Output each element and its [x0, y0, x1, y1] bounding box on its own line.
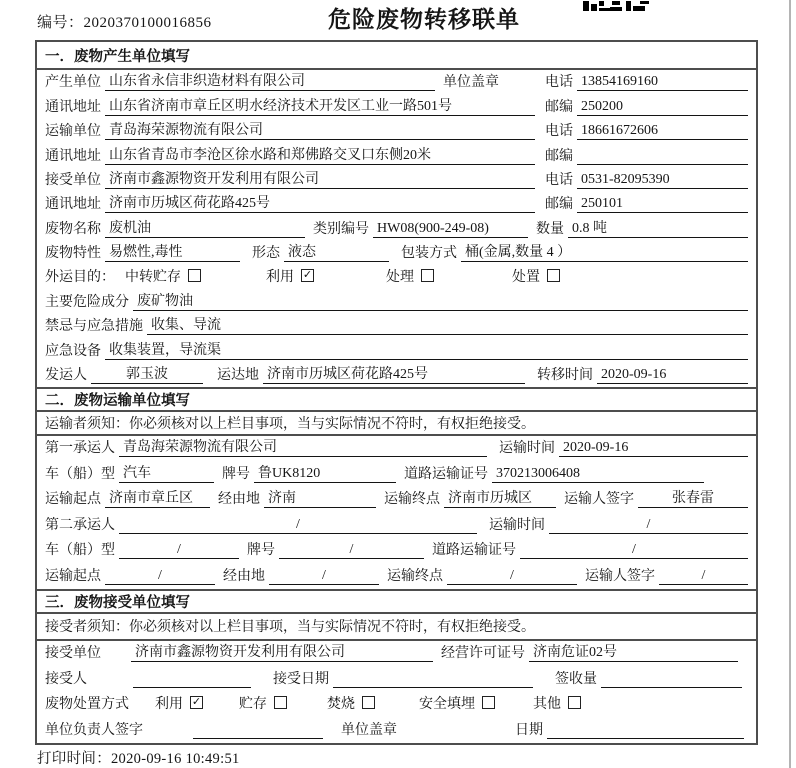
transfer-time-label: 转移时间	[537, 367, 593, 383]
document-number-label: 编号：	[37, 15, 84, 31]
checkbox-use: ✓	[302, 269, 313, 282]
manager-sign-label: 单位负责人签字	[45, 722, 143, 738]
license-value: 济南危证02号	[529, 641, 738, 662]
origin-label: 运输起点	[45, 492, 101, 508]
address-label: 通讯地址	[45, 148, 101, 164]
vehicle-type-label: 车（船）型	[45, 466, 115, 482]
producer-unit-row	[37, 70, 756, 94]
transfer-form	[35, 40, 758, 745]
carrier1-value: 青岛海荣源物流有限公司	[119, 436, 487, 457]
destination-label: 运达地	[217, 367, 259, 383]
carrier2-row	[37, 512, 756, 538]
receive-unit-label: 接受单位	[45, 646, 101, 662]
transporter-notice-text: 运输者须知：你必须核对以上栏目事项，当与实际情况不符时，有权拒绝接受。	[45, 416, 535, 432]
trans-sign2-value: /	[659, 568, 748, 585]
carrier1-time-value: 2020-09-16	[559, 440, 748, 457]
characteristic-label: 废物特性	[45, 246, 101, 261]
via-label: 经由地	[223, 568, 265, 584]
receiver-unit-row	[37, 168, 756, 192]
checkbox-disposal-landfill	[482, 696, 495, 709]
manager-sign-row	[37, 717, 756, 743]
transport-purpose-row	[37, 265, 756, 289]
unit-seal-label: 单位盖章	[341, 722, 397, 738]
producer-unit-label: 产生单位	[45, 75, 101, 91]
sender-row	[37, 363, 756, 387]
carrier1-label: 第一承运人	[45, 441, 115, 457]
road-cert1-value: 370213006408	[492, 466, 704, 483]
qr-code-fragment	[583, 0, 651, 16]
disposal-option-store	[239, 693, 287, 713]
checkbox-disposal-store	[274, 696, 287, 709]
receiver-address-value: 济南市历城区荷花路425号	[105, 192, 535, 213]
transport-time-label: 运输时间	[489, 517, 545, 533]
trans-sign-label: 运输人签字	[585, 568, 655, 584]
emergency-equipment-row	[37, 338, 756, 362]
address-label: 通讯地址	[45, 99, 101, 115]
receive-date-label: 接受日期	[273, 671, 329, 687]
carrier2-label: 第二承运人	[45, 517, 115, 533]
receipt-qty-value	[601, 687, 742, 688]
road-cert2-value: /	[520, 542, 748, 559]
zip-label: 邮编	[545, 197, 573, 213]
equipment-value: 收集装置，导流渠	[105, 339, 748, 360]
zip-label: 邮编	[545, 148, 573, 164]
vehicle2-row	[37, 538, 756, 564]
trans-sign-label: 运输人签字	[564, 492, 634, 508]
transporter-zip-value	[577, 164, 748, 165]
transporter-unit-label: 运输单位	[45, 124, 101, 140]
address-label: 通讯地址	[45, 197, 101, 213]
checkbox-disposal-incinerate	[362, 696, 375, 709]
plate-label: 牌号	[247, 543, 275, 559]
checkbox-disposal-use: ✓	[191, 696, 202, 709]
transporter-unit-value: 青岛海荣源物流有限公司	[105, 119, 535, 140]
phone-label: 电话	[545, 75, 573, 91]
option-label: 其他	[533, 696, 561, 712]
vehicle1-row	[37, 461, 756, 487]
unit-seal-label: 单位盖章	[443, 75, 499, 91]
manager-sign-value	[193, 738, 323, 739]
disposal-label: 废物处置方式	[45, 696, 129, 712]
producer-zip-value: 250200	[577, 99, 748, 116]
receive-person-label: 接受人	[45, 671, 87, 687]
phone-label: 电话	[545, 124, 573, 140]
purpose-option-transfer-storage	[125, 266, 201, 286]
packing-value: 桶(金属,数量 4 ）	[461, 241, 748, 262]
road-cert-label: 道路运输证号	[404, 466, 488, 482]
purpose-option-use	[266, 266, 314, 286]
document-number	[37, 11, 212, 32]
trans-sign1-value: 张春雷	[638, 487, 748, 508]
transporter-unit-row	[37, 119, 756, 143]
carrier2-time-value: /	[549, 517, 748, 534]
hazard-label: 主要危险成分	[45, 294, 129, 310]
terminus2-value: /	[447, 568, 577, 585]
receive-date-value	[333, 687, 533, 688]
print-time	[37, 747, 240, 768]
receive-unit-row	[37, 641, 756, 667]
date-value	[547, 738, 744, 739]
receipt-qty-label: 签收量	[555, 671, 597, 687]
characteristic-value: 易燃性,毒性	[105, 241, 240, 262]
purpose-label: 外运目的：	[45, 269, 115, 285]
option-label: 焚烧	[327, 696, 355, 712]
quantity-value: 0.8 吨	[568, 217, 748, 238]
disposal-option-other	[533, 693, 581, 713]
terminus1-value: 济南市历城区	[444, 487, 556, 508]
via-label: 经由地	[218, 492, 260, 508]
emergency-measures-row	[37, 314, 756, 338]
disposal-method-row	[37, 692, 756, 718]
print-time-value: 2020-09-16 10:49:51	[111, 751, 240, 767]
phone-label: 电话	[545, 172, 573, 188]
section3-header: 三．废物接受单位填写	[37, 589, 756, 614]
sender-value: 郭玉波	[91, 363, 203, 384]
checkbox-dispose	[547, 269, 560, 282]
print-time-label: 打印时间：	[37, 751, 111, 767]
receive-person-value	[133, 687, 251, 688]
quantity-label: 数量	[536, 221, 564, 237]
receiver-phone-value: 0531-82095390	[577, 172, 748, 189]
carrier1-row	[37, 436, 756, 462]
receiver-notice	[37, 614, 756, 641]
checkbox-treat	[421, 269, 434, 282]
producer-address-row	[37, 94, 756, 118]
plate1-value: 鲁UK8120	[254, 462, 396, 483]
receive-person-row	[37, 666, 756, 692]
terminus-label: 运输终点	[384, 492, 440, 508]
document-number-value: 2020370100016856	[83, 15, 212, 31]
transporter-notice	[37, 412, 756, 436]
vehicle-type-label: 车（船）型	[45, 543, 115, 559]
section1-header: 一．废物产生单位填写	[37, 42, 756, 70]
hazard-component-row	[37, 289, 756, 313]
sender-label: 发运人	[45, 367, 87, 383]
page-title: 危险废物转移联单	[328, 7, 520, 32]
transfer-time-value: 2020-09-16	[597, 367, 748, 384]
receiver-notice-text: 接受者须知：你必须核对以上栏目事项，当与实际情况不符时，有权拒绝接受。	[45, 620, 535, 636]
waste-name-value: 废机油	[105, 217, 305, 238]
vehicle2-type-value: /	[119, 542, 239, 559]
waste-characteristic-row	[37, 241, 756, 265]
disposal-option-landfill	[419, 693, 495, 713]
transporter-address-value: 山东省青岛市李沧区徐水路和郑佛路交叉口东侧20米	[105, 144, 535, 165]
license-label: 经营许可证号	[441, 646, 525, 662]
transport-time-label: 运输时间	[499, 441, 555, 457]
receiver-address-row	[37, 192, 756, 216]
terminus-label: 运输终点	[387, 568, 443, 584]
zip-label: 邮编	[545, 99, 573, 115]
road-cert-label: 道路运输证号	[432, 543, 516, 559]
option-label: 中转贮存	[125, 269, 181, 285]
vehicle1-type-value: 汽车	[119, 462, 214, 483]
transporter-address-row	[37, 143, 756, 167]
window-right-edge	[789, 0, 791, 768]
hazard-value: 废矿物油	[133, 290, 748, 311]
purpose-option-dispose	[512, 266, 560, 286]
category-value: HW08(900-249-08)	[373, 221, 528, 238]
receiver-zip-value: 250101	[577, 196, 748, 213]
via1-value: 济南	[264, 487, 376, 508]
plate-label: 牌号	[222, 466, 250, 482]
producer-address-value: 山东省济南市章丘区明水经济技术开发区工业一路501号	[105, 95, 535, 116]
destination-value: 济南市历城区荷花路425号	[263, 363, 525, 384]
waste-name-label: 废物名称	[45, 221, 101, 237]
producer-unit-value: 山东省永信非织造材料有限公司	[105, 70, 435, 91]
checkbox-disposal-other	[568, 696, 581, 709]
packing-label: 包装方式	[401, 246, 457, 261]
form-value: 液态	[284, 241, 389, 262]
option-label: 处置	[512, 269, 540, 285]
section2-header: 二．废物运输单位填写	[37, 387, 756, 412]
via2-value: /	[269, 568, 379, 585]
route1-row	[37, 487, 756, 513]
waste-name-row	[37, 216, 756, 240]
carrier2-value: /	[119, 517, 477, 534]
origin1-value: 济南市章丘区	[105, 487, 210, 508]
producer-phone-value: 13854169160	[577, 74, 748, 91]
plate2-value: /	[279, 542, 424, 559]
emergency-label: 禁忌与应急措施	[45, 319, 143, 335]
form-label: 形态	[252, 246, 280, 261]
option-label: 贮存	[239, 696, 267, 712]
route2-row	[37, 563, 756, 589]
option-label: 处理	[386, 269, 414, 285]
receiver-unit-value: 济南市鑫源物资开发利用有限公司	[105, 168, 535, 189]
option-label: 利用	[155, 696, 183, 712]
receiver-unit-label: 接受单位	[45, 172, 101, 188]
transporter-phone-value: 18661672606	[577, 123, 748, 140]
disposal-option-use	[155, 693, 203, 713]
receive-unit-value: 济南市鑫源物资开发利用有限公司	[131, 641, 433, 662]
option-label: 利用	[266, 269, 294, 285]
origin-label: 运输起点	[45, 568, 101, 584]
category-label: 类别编号	[313, 221, 369, 237]
purpose-option-treat	[386, 266, 434, 286]
option-label: 安全填埋	[419, 696, 475, 712]
emergency-value: 收集、导流	[147, 314, 748, 335]
equipment-label: 应急设备	[45, 343, 101, 359]
checkbox-transfer-storage	[188, 269, 201, 282]
date-label: 日期	[515, 722, 543, 738]
disposal-option-incinerate	[327, 693, 375, 713]
origin2-value: /	[105, 568, 215, 585]
